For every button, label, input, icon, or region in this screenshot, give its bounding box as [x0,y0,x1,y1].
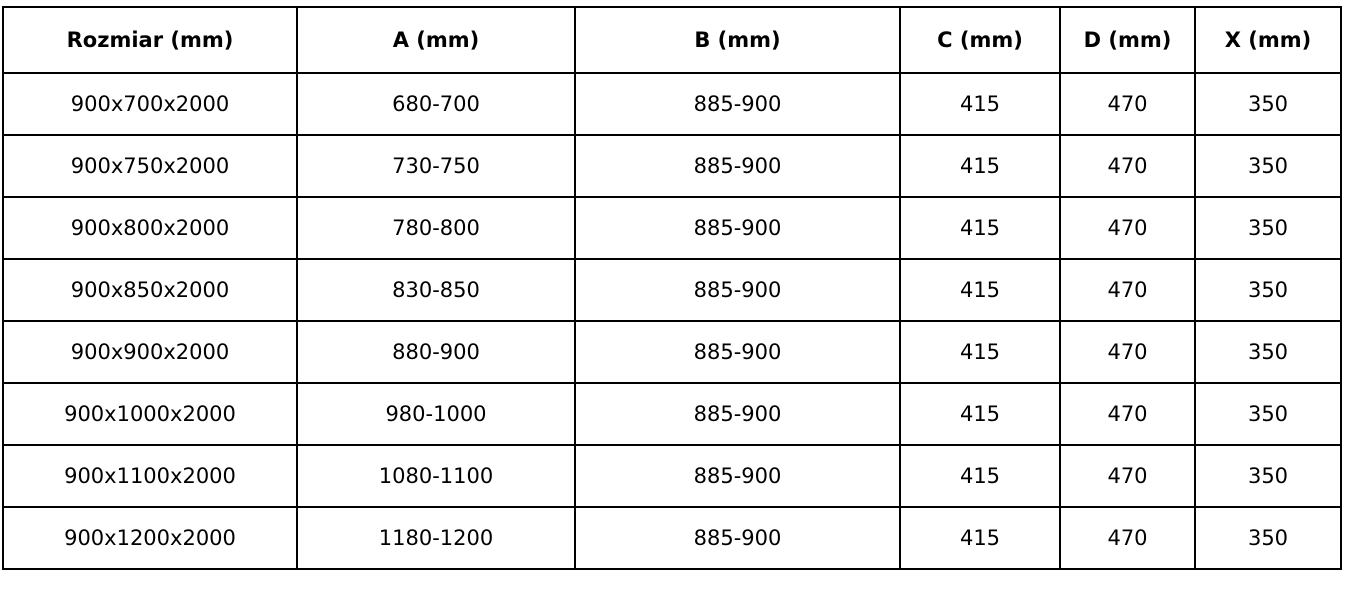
cell-a: 1080-1100 [297,445,575,507]
table-row [3,73,1341,135]
cell-x: 350 [1195,135,1341,197]
cell-c: 415 [900,383,1060,445]
cell-rozmiar: 900x750x2000 [3,135,297,197]
cell-a: 830-850 [297,259,575,321]
column-header-a: A (mm) [297,7,575,73]
table-header-row [3,7,1341,73]
cell-b: 885-900 [575,321,900,383]
cell-x: 350 [1195,445,1341,507]
cell-d: 470 [1060,507,1195,569]
table-row [3,383,1341,445]
cell-a: 1180-1200 [297,507,575,569]
cell-c: 415 [900,259,1060,321]
cell-d: 470 [1060,383,1195,445]
cell-x: 350 [1195,507,1341,569]
cell-x: 350 [1195,259,1341,321]
table-row [3,259,1341,321]
cell-a: 880-900 [297,321,575,383]
cell-rozmiar: 900x1100x2000 [3,445,297,507]
cell-a: 780-800 [297,197,575,259]
table-row [3,507,1341,569]
table-row [3,135,1341,197]
cell-x: 350 [1195,73,1341,135]
cell-c: 415 [900,135,1060,197]
cell-b: 885-900 [575,445,900,507]
cell-c: 415 [900,507,1060,569]
cell-rozmiar: 900x900x2000 [3,321,297,383]
cell-c: 415 [900,197,1060,259]
column-header-rozmiar: Rozmiar (mm) [3,7,297,73]
table-header [3,7,1341,73]
cell-a: 980-1000 [297,383,575,445]
size-table-container [2,6,1342,570]
cell-c: 415 [900,73,1060,135]
cell-rozmiar: 900x850x2000 [3,259,297,321]
cell-rozmiar: 900x1000x2000 [3,383,297,445]
cell-b: 885-900 [575,135,900,197]
cell-b: 885-900 [575,383,900,445]
cell-rozmiar: 900x700x2000 [3,73,297,135]
table-row [3,445,1341,507]
cell-b: 885-900 [575,259,900,321]
cell-d: 470 [1060,197,1195,259]
cell-rozmiar: 900x1200x2000 [3,507,297,569]
cell-x: 350 [1195,197,1341,259]
cell-d: 470 [1060,259,1195,321]
cell-c: 415 [900,321,1060,383]
table-row [3,321,1341,383]
cell-a: 680-700 [297,73,575,135]
cell-b: 885-900 [575,73,900,135]
table-row [3,197,1341,259]
cell-b: 885-900 [575,507,900,569]
cell-rozmiar: 900x800x2000 [3,197,297,259]
cell-d: 470 [1060,321,1195,383]
size-table [2,6,1342,570]
cell-d: 470 [1060,135,1195,197]
cell-d: 470 [1060,445,1195,507]
column-header-b: B (mm) [575,7,900,73]
column-header-c: C (mm) [900,7,1060,73]
cell-x: 350 [1195,321,1341,383]
table-body [3,73,1341,569]
cell-a: 730-750 [297,135,575,197]
cell-d: 470 [1060,73,1195,135]
column-header-d: D (mm) [1060,7,1195,73]
cell-b: 885-900 [575,197,900,259]
cell-c: 415 [900,445,1060,507]
cell-x: 350 [1195,383,1341,445]
column-header-x: X (mm) [1195,7,1341,73]
